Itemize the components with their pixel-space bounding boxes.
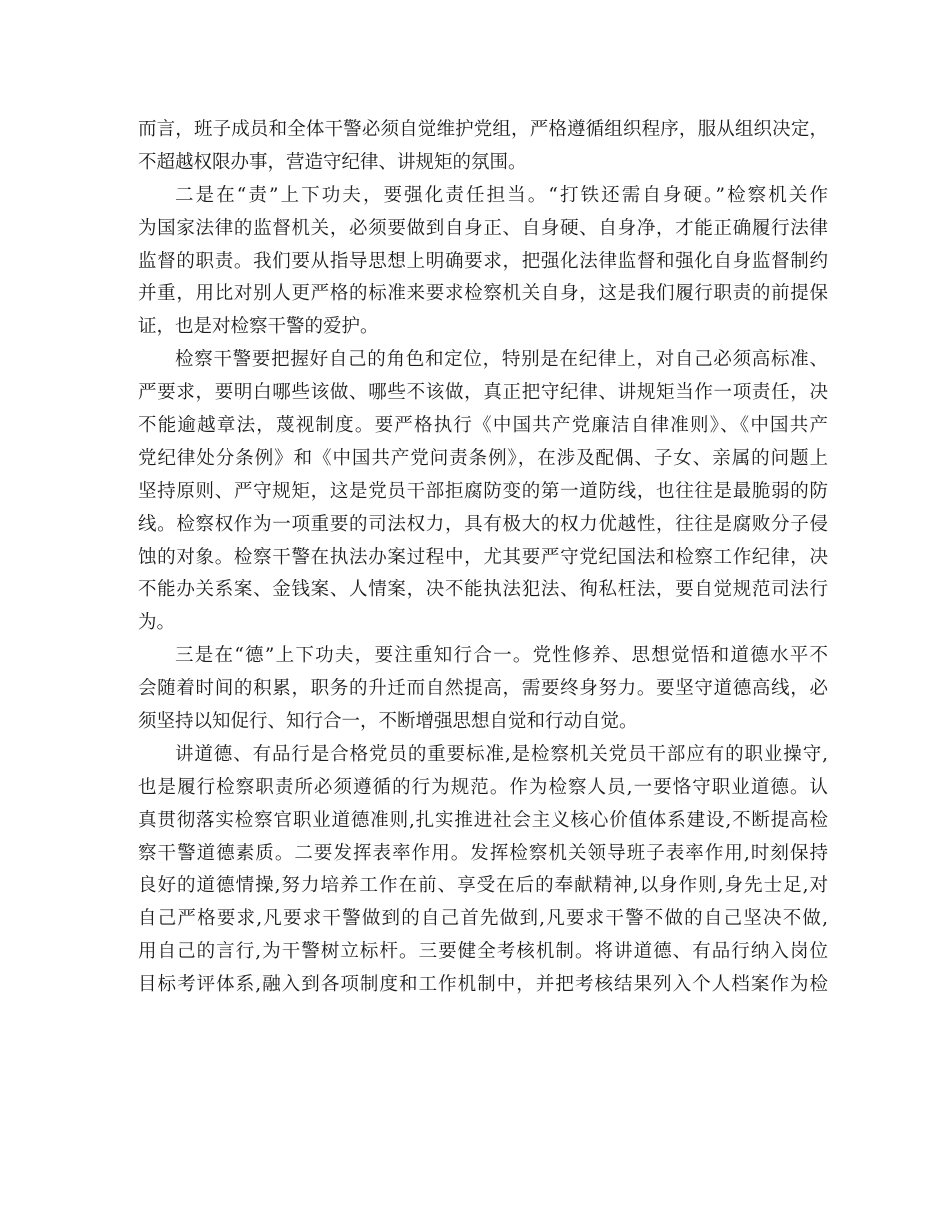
text-line: 也是履行检察职责所必须遵循的行为规范。作为检察人员,一要恪守职业道德。认 (138, 776, 828, 798)
paragraph (138, 739, 828, 1002)
text-line: 坚持原则、严守规矩，这是党员干部拒腐防变的第一道防线，也往往是最脆弱的防 (138, 480, 828, 502)
text-line: 不能逾越章法，蔑视制度。要严格执行《中国共产党廉洁自律准则》、《中国共产 (138, 415, 828, 437)
text-line: 不超越权限办事，营造守纪律、讲规矩的氛围。 (138, 151, 527, 173)
text-line: 二是在“责”上下功夫，要强化责任担当。“打铁还需自身硬。”检察机关作 (175, 184, 828, 206)
text-line: 三是在“德”上下功夫，要注重知行合一。党性修养、思想觉悟和道德水平不 (175, 645, 828, 667)
text-line: 蚀的对象。检察干警在执法办案过程中，尤其要严守党纪国法和检察工作纪律，决 (138, 546, 828, 568)
paragraph (138, 344, 828, 640)
text-line: 党纪律处分条例》和《中国共产党问责条例》，在涉及配偶、子女、亲属的问题上 (138, 447, 828, 469)
text-line: 察干警道德素质。二要发挥表率作用。发挥检察机关领导班子表率作用,时刻保持 (138, 842, 828, 864)
text-line: 线。检察权作为一项重要的司法权力，具有极大的权力优越性，往往是腐败分子侵 (138, 513, 828, 535)
paragraph (138, 640, 828, 739)
text-line: 为国家法律的监督机关，必须要做到自身正、自身硬、自身净，才能正确履行法律 (138, 217, 828, 239)
text-line: 检察干警要把握好自己的角色和定位，特别是在纪律上，对自己必须高标准、 (175, 349, 828, 371)
text-line: 并重，用比对别人更严格的标准来要求检察机关自身，这是我们履行职责的前提保 (138, 283, 828, 305)
paragraph (138, 114, 828, 180)
text-line: 而言，班子成员和全体干警必须自觉维护党组，严格遵循组织程序，服从组织决定， (138, 119, 828, 140)
text-line: 自己严格要求,凡要求干警做到的自己首先做到,凡要求干警不做的自己坚决不做, (138, 908, 828, 930)
text-line: 严要求，要明白哪些该做、哪些不该做，真正把守纪律、讲规矩当作一项责任，决 (138, 382, 828, 404)
text-line: 真贯彻落实检察官职业道德准则,扎实推进社会主义核心价值体系建设,不断提高检 (138, 809, 828, 831)
text-line: 用自己的言行,为干警树立标杆。三要健全考核机制。将讲道德、有品行纳入岗位 (138, 941, 828, 963)
text-line: 会随着时间的积累，职务的升迁而自然提高，需要终身努力。要坚守道德高线，必 (138, 678, 828, 700)
text-line: 监督的职责。我们要从指导思想上明确要求，把强化法律监督和强化自身监督制约 (138, 250, 828, 272)
document-body (138, 114, 828, 1002)
text-line: 讲道德、有品行是合格党员的重要标准,是检察机关党员干部应有的职业操守, (175, 743, 828, 765)
text-line: 证，也是对检察干警的爱护。 (138, 316, 379, 338)
text-line: 为。 (138, 612, 176, 634)
text-line: 不能办关系案、金钱案、人情案，决不能执法犯法、徇私枉法，要自觉规范司法行 (138, 579, 828, 601)
paragraph (138, 180, 828, 344)
text-line: 须坚持以知促行、知行合一，不断增强思想自觉和行动自觉。 (138, 711, 638, 733)
text-line: 良好的道德情操,努力培养工作在前、享受在后的奉献精神,以身作则,身先士足,对 (138, 875, 828, 897)
text-line: 目标考评体系,融入到各项制度和工作机制中，并把考核结果列入个人档案作为检 (138, 974, 828, 996)
